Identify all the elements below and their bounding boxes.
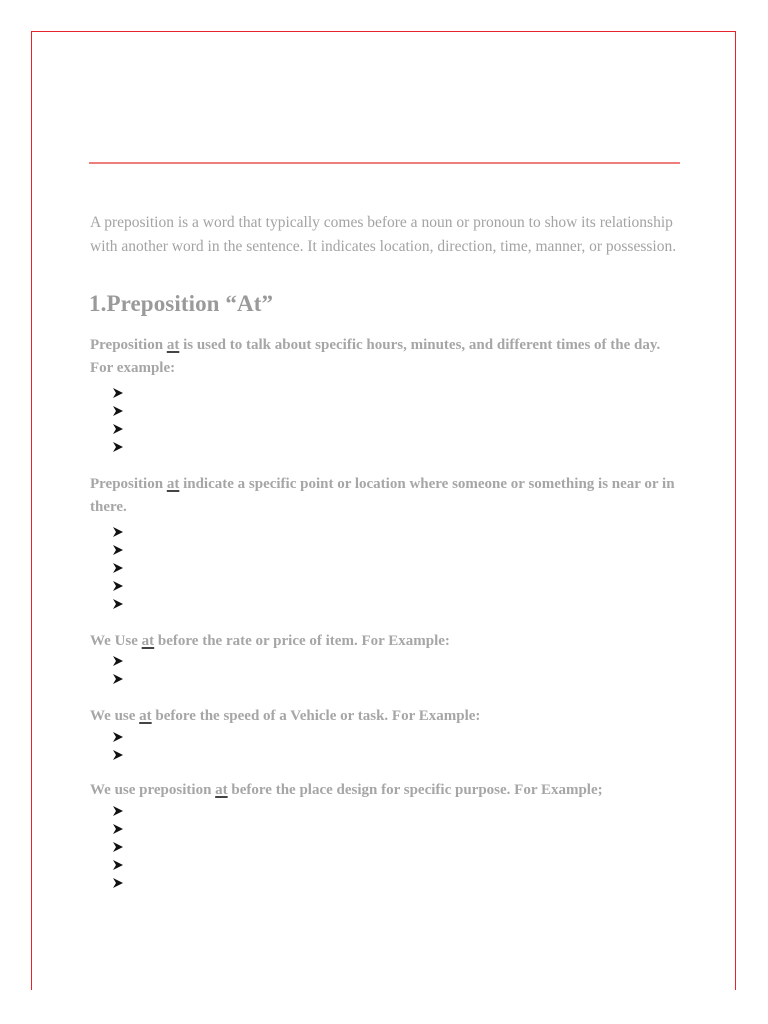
arrowhead-bullet-icon: [113, 581, 123, 591]
bullet-item: [113, 578, 123, 596]
rule-text-place: [90, 779, 690, 802]
header-rule: [89, 162, 680, 164]
bullet-item: [113, 729, 123, 747]
bullet-item: [113, 560, 123, 578]
rule-text-time: [90, 334, 680, 380]
rule-text-start: We use preposition: [90, 782, 216, 798]
arrowhead-bullet-icon: [113, 442, 123, 452]
rule-text-start: Preposition: [90, 476, 167, 492]
arrowhead-bullet-icon: [113, 750, 123, 760]
rule-text-end: before the place design for specific purpose. For Example;: [227, 782, 603, 798]
arrowhead-bullet-icon: [113, 527, 123, 537]
bullet-item: [113, 524, 123, 542]
section-heading: 1.Preposition “At”: [89, 291, 274, 316]
keyword-at: at: [141, 633, 155, 649]
bullet-list-time: [113, 385, 123, 457]
rule-text-end: indicate a specific point or location where someone or something is near or in there.: [90, 476, 675, 515]
bullet-item: [113, 439, 123, 457]
bullet-item: [113, 421, 123, 439]
intro-paragraph: A preposition is a word that typically comes before a noun or pronoun to show its relationship with another word in the sentence. It indicates location, direction, time, manner, or possession.: [90, 214, 677, 255]
bullet-item: [113, 653, 123, 671]
bullet-item: [113, 542, 123, 560]
arrowhead-bullet-icon: [113, 406, 123, 416]
arrowhead-bullet-icon: [113, 388, 123, 398]
arrowhead-bullet-icon: [113, 806, 123, 816]
bullet-item: [113, 821, 123, 839]
keyword-at: at: [166, 337, 180, 353]
rule-text-end: before the rate or price of item. For Example:: [154, 633, 450, 649]
bullet-item: [113, 671, 123, 689]
bullet-item: [113, 803, 123, 821]
arrowhead-bullet-icon: [113, 424, 123, 434]
keyword-at: at: [139, 708, 152, 724]
keyword-at: at: [166, 476, 180, 492]
bullet-item: [113, 839, 123, 857]
arrowhead-bullet-icon: [113, 824, 123, 834]
rule-text-start: Preposition: [90, 337, 167, 353]
keyword-at: at: [215, 782, 228, 798]
arrowhead-bullet-icon: [113, 878, 123, 888]
bullet-list-speed: [113, 729, 123, 765]
rule-text-end: before the speed of a Vehicle or task. For Example:: [151, 708, 481, 724]
arrowhead-bullet-icon: [113, 732, 123, 742]
rule-text-start: We use: [90, 708, 140, 724]
bullet-item: [113, 857, 123, 875]
arrowhead-bullet-icon: [113, 563, 123, 573]
bullet-list-place: [113, 803, 123, 893]
arrowhead-bullet-icon: [113, 599, 123, 609]
bullet-item: [113, 747, 123, 765]
arrowhead-bullet-icon: [113, 860, 123, 870]
arrowhead-bullet-icon: [113, 674, 123, 684]
rule-text-end: is used to talk about specific hours, minutes, and different times of the day. For example:: [90, 337, 661, 376]
bullet-item: [113, 596, 123, 614]
bullet-item: [113, 875, 123, 893]
arrowhead-bullet-icon: [113, 545, 123, 555]
rule-text-location: [90, 473, 690, 519]
bullet-item: [113, 385, 123, 403]
rule-text-speed: [90, 705, 690, 728]
rule-text-start: We Use: [90, 633, 142, 649]
arrowhead-bullet-icon: [113, 842, 123, 852]
bullet-item: [113, 403, 123, 421]
arrowhead-bullet-icon: [113, 656, 123, 666]
bullet-list-price: [113, 653, 123, 689]
bullet-list-location: [113, 524, 123, 614]
rule-text-price: [90, 630, 690, 653]
